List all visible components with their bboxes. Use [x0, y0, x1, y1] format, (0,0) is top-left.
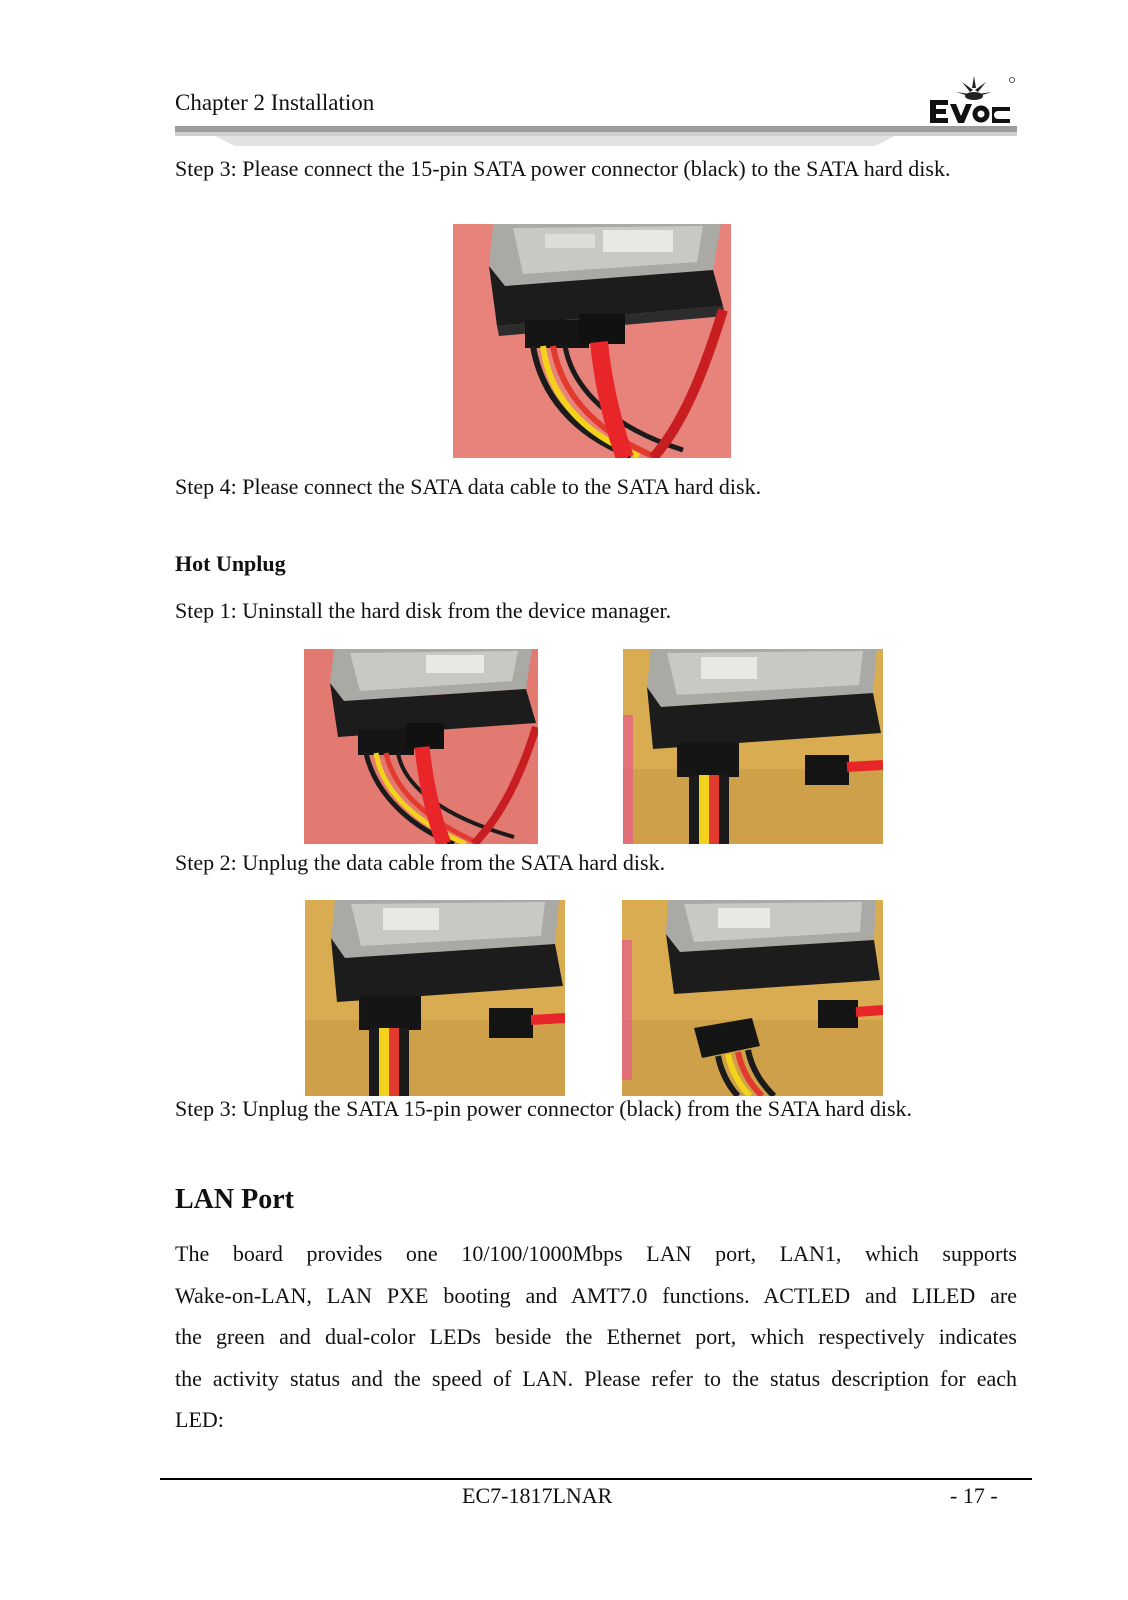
lan-line-1: The board provides one 10/100/1000Mbps LAN port, LAN1, which supports — [175, 1241, 1017, 1266]
hot-unplug-step-1: Step 1: Uninstall the hard disk from the device manager. — [175, 598, 672, 623]
footer-page-number: - 17 - — [950, 1483, 998, 1508]
lan-line-2: Wake-on-LAN, LAN PXE booting and AMT7.0 functions. ACTLED and LILED are — [175, 1282, 1017, 1308]
hot-unplug-heading: Hot Unplug — [175, 551, 286, 576]
hot-unplug-step-2: Step 2: Unplug the data cable from the SATA hard disk. — [175, 850, 666, 875]
photo-unplug-step1-data-unplugged — [623, 649, 883, 844]
lan-line-3: the green and dual-color LEDs beside the Ethernet port, which respectively indicates — [175, 1324, 1017, 1350]
chapter-title: Chapter 2 Installation — [175, 90, 375, 115]
photo-unplug-step1-connected — [304, 649, 538, 844]
lan-port-title: LAN Port — [175, 1184, 294, 1215]
hot-plug-step-3: Step 3: Please connect the 15-pin SATA power connector (black) to the SATA hard disk. — [175, 156, 951, 181]
evoc-logo — [930, 74, 1016, 126]
header-rule — [175, 126, 1017, 148]
hot-plug-step-4: Step 4: Please connect the SATA data cable to the SATA hard disk. — [175, 474, 762, 499]
lan-line-5: LED: — [175, 1407, 224, 1433]
footer-rule — [160, 1478, 1032, 1480]
photo-unplug-step2-power-unplugged — [622, 900, 883, 1096]
lan-line-4: the activity status and the speed of LAN. Please refer to the status description for each — [175, 1365, 1017, 1391]
hot-unplug-step-3: Step 3: Unplug the SATA 15-pin power connector (black) from the SATA hard disk. — [175, 1096, 913, 1121]
photo-power-connected — [453, 224, 731, 458]
lan-port-description — [175, 1233, 1017, 1441]
photo-unplug-step2-data-unplugged — [305, 900, 565, 1096]
footer-model-number: EC7-1817LNAR — [462, 1483, 613, 1508]
